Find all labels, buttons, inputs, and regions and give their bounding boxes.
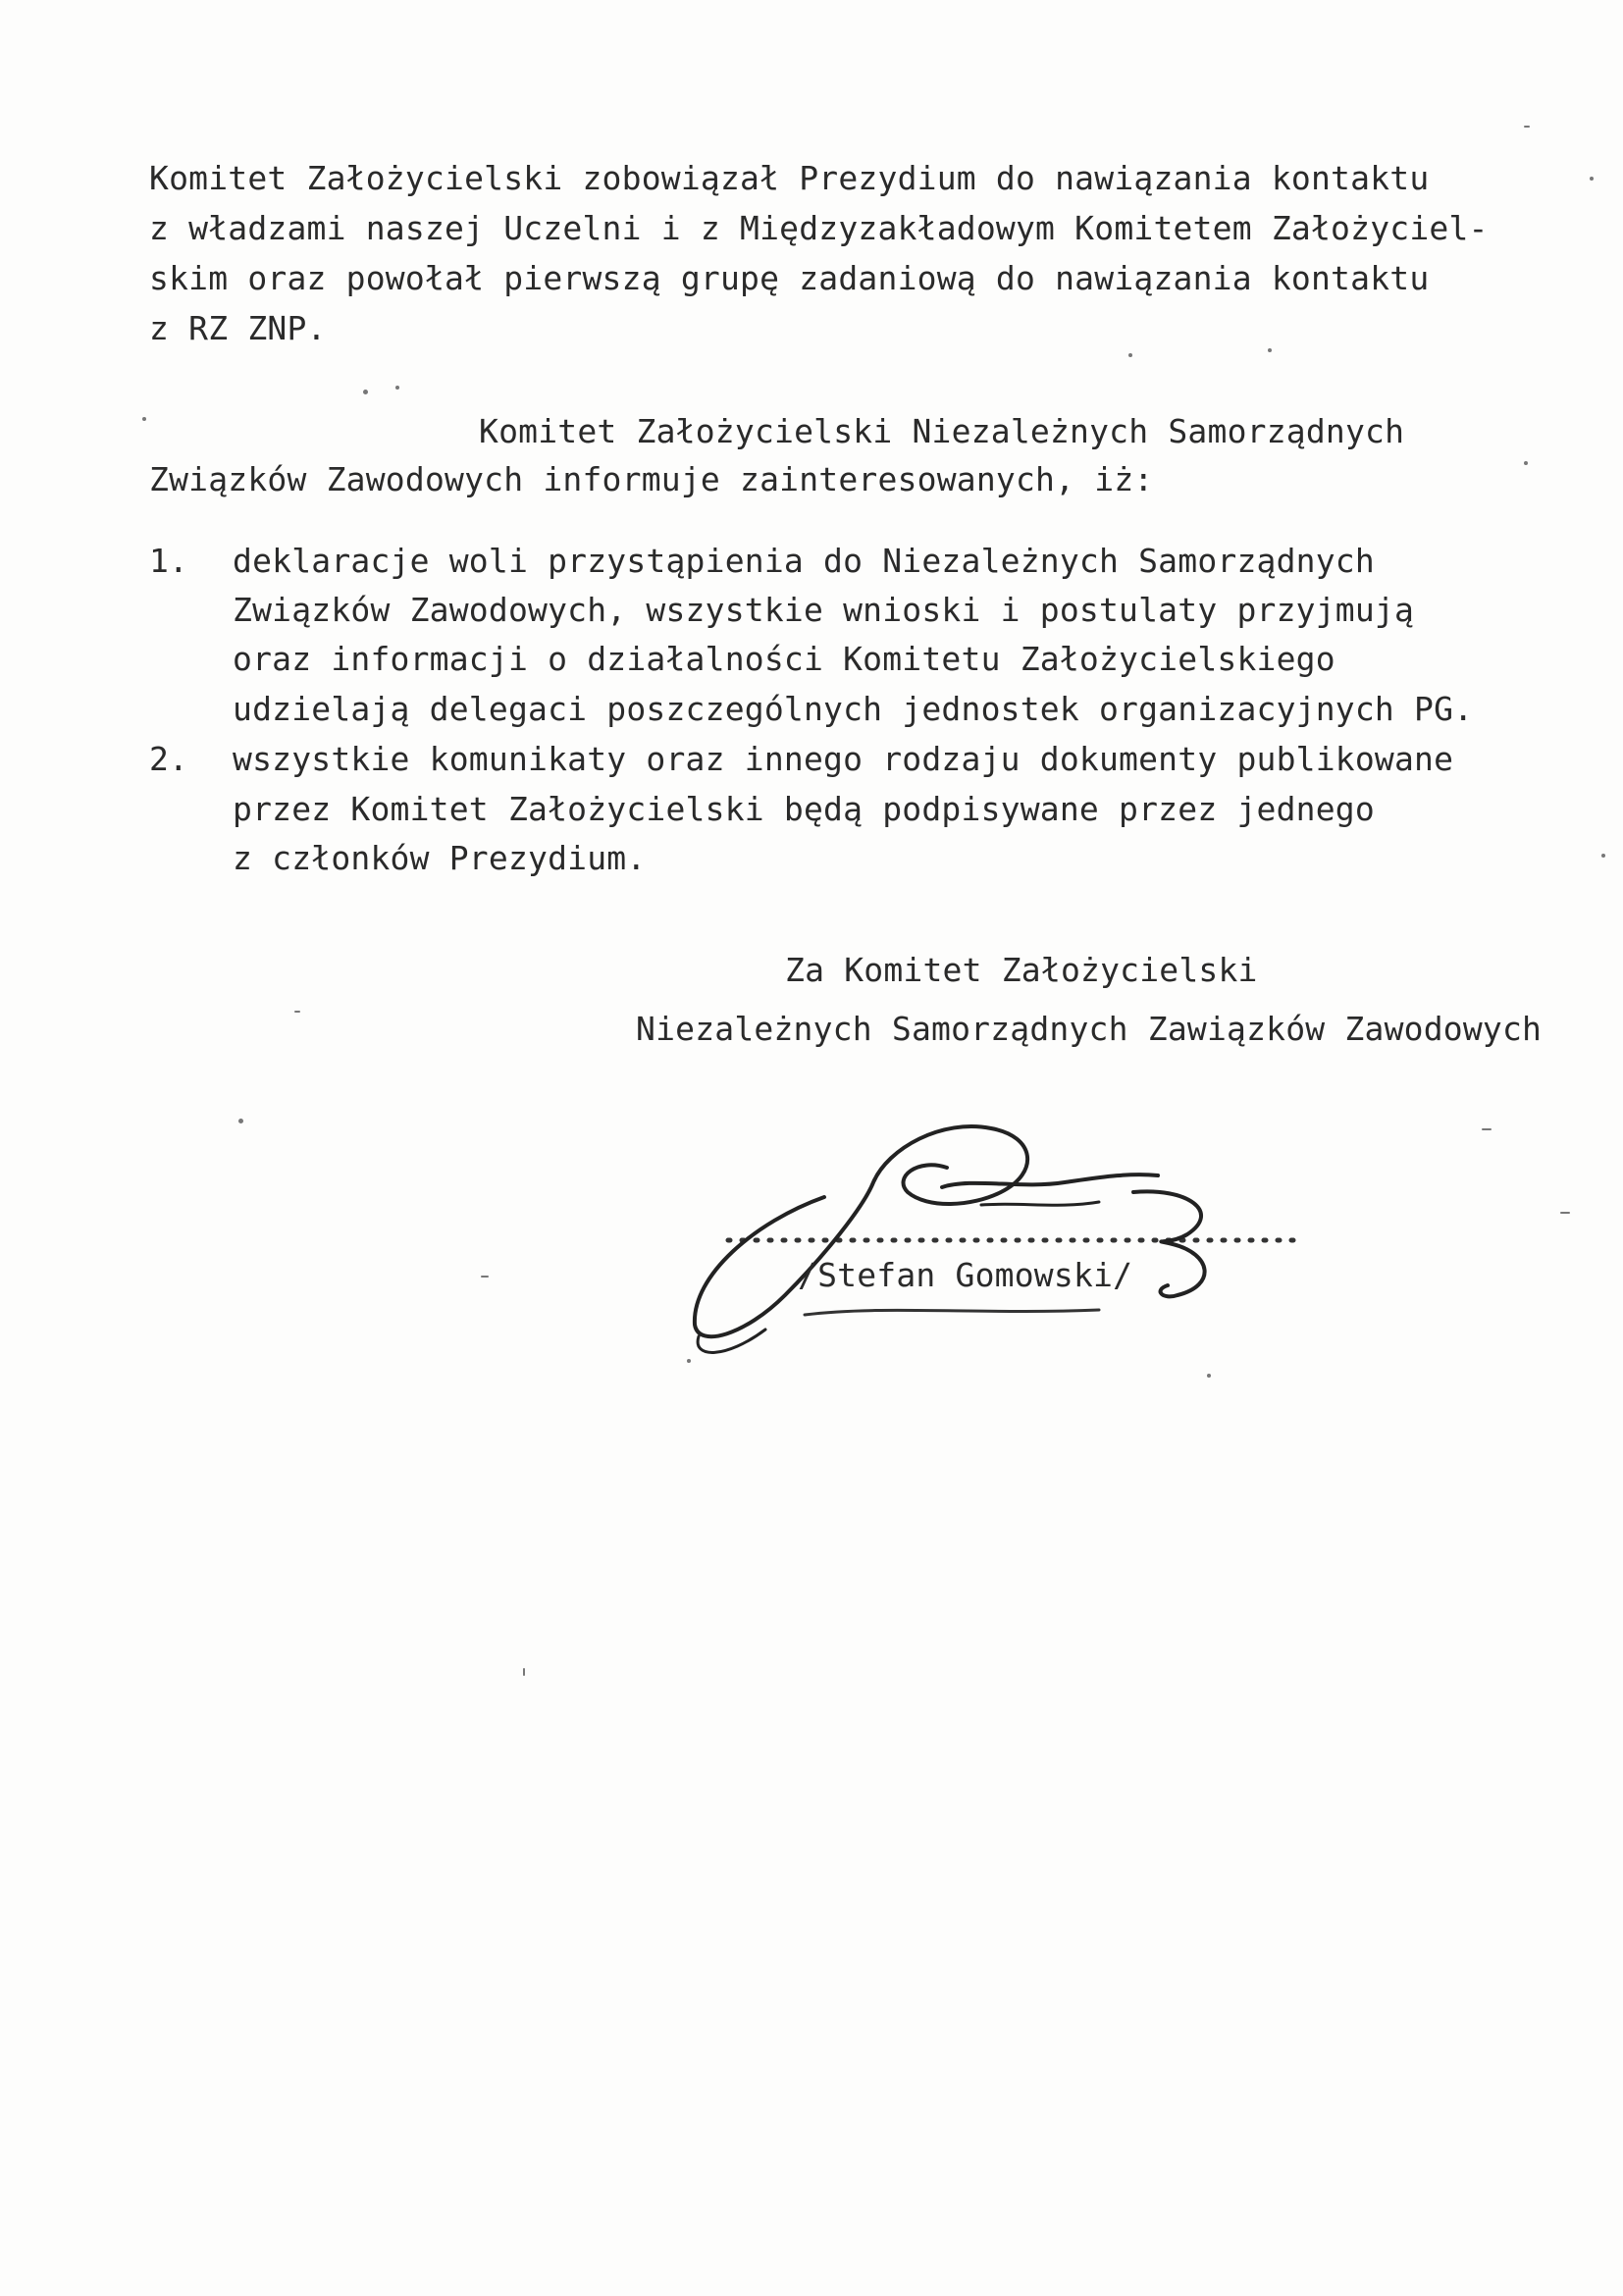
- paragraph-1-line-2: z władzami naszej Uczelni i z Międzyzakładowym Komitetem Założyciel-: [149, 209, 1489, 247]
- paragraph-1-line-3: skim oraz powołał pierwszą grupę zadaniową do nawiązania kontaktu: [149, 259, 1430, 297]
- list-item-2-line-3: z członków Prezydium.: [233, 839, 647, 877]
- scan-speck: [687, 1359, 691, 1363]
- list-item-2-number: 2.: [149, 740, 188, 778]
- list-item-1-number: 1.: [149, 542, 188, 580]
- list-item-1-line-4: udzielają delegaci poszczególnych jednostek organizacyjnych PG.: [233, 690, 1474, 728]
- scan-speck: [363, 390, 368, 394]
- scan-speck: [395, 386, 399, 390]
- scan-speck: [1268, 348, 1272, 352]
- scan-speck: [1482, 1128, 1492, 1130]
- scan-speck: [523, 1668, 525, 1676]
- scan-speck: [1207, 1374, 1211, 1378]
- scan-speck: [1524, 126, 1530, 128]
- paragraph-2-line-1: Komitet Założycielski Niezależnych Samorządnych: [479, 412, 1405, 450]
- signature-stroke: [1133, 1191, 1205, 1296]
- paragraph-2-line-2: Związków Zawodowych informuje zainteresowanych, iż:: [149, 460, 1154, 498]
- signature-name: /Stefan Gomowski/: [798, 1256, 1133, 1294]
- scan-speck: [142, 417, 146, 421]
- signature-underline-stroke: [805, 1310, 1099, 1315]
- scan-speck: [1590, 177, 1594, 181]
- handwritten-signature: [695, 1126, 1027, 1336]
- list-item-2-line-2: przez Komitet Założycielski będą podpisywane przez jednego: [233, 790, 1375, 828]
- scan-speck: [1524, 461, 1528, 465]
- scan-speck: [1560, 1212, 1570, 1214]
- scan-speck: [294, 1011, 300, 1013]
- scan-speck: [1128, 353, 1132, 357]
- scan-speck: [1601, 854, 1605, 858]
- list-item-1-line-2: Związków Zawodowych, wszystkie wnioski i postulaty przyjmują: [233, 591, 1415, 629]
- signature-stroke: [942, 1174, 1158, 1187]
- list-item-1-line-3: oraz informacji o działalności Komitetu Założycielskiego: [233, 640, 1335, 678]
- closing-line-1: Za Komitet Założycielski: [785, 951, 1258, 989]
- list-item-1-line-1: deklaracje woli przystąpienia do Niezależnych Samorządnych: [233, 542, 1375, 580]
- list-item-2-line-1: wszystkie komunikaty oraz innego rodzaju dokumenty publikowane: [233, 740, 1454, 778]
- paragraph-1-line-1: Komitet Założycielski zobowiązał Prezydium do nawiązania kontaktu: [149, 159, 1430, 197]
- closing-line-2: Niezależnych Samorządnych Zawiązków Zawodowych: [636, 1010, 1543, 1048]
- scan-speck: [238, 1119, 243, 1123]
- paragraph-1-line-4: z RZ ZNP.: [149, 309, 327, 347]
- signature-stroke: [981, 1202, 1099, 1205]
- scan-speck: [481, 1276, 489, 1278]
